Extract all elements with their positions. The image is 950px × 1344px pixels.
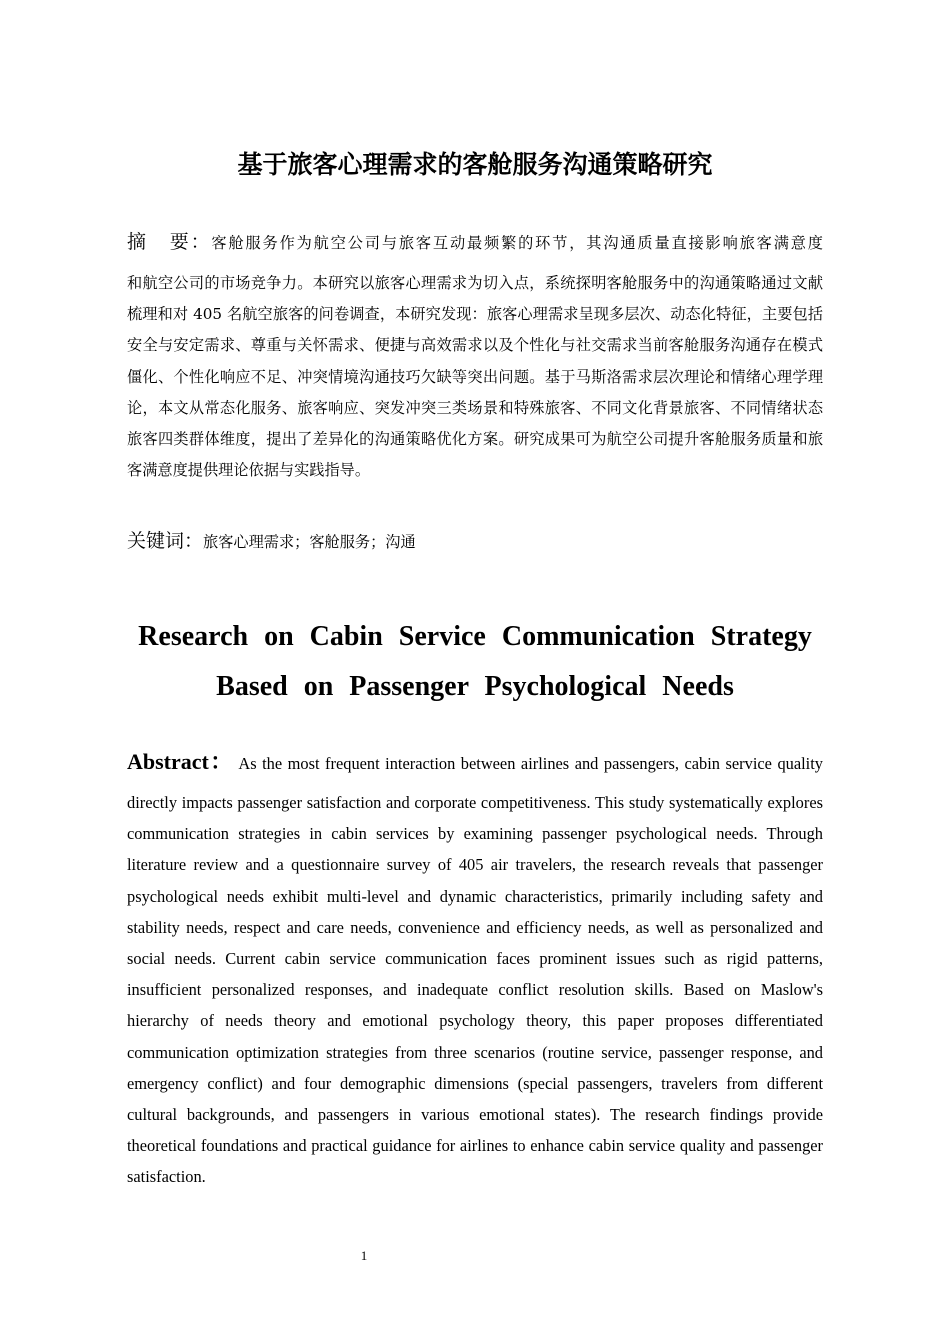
english-abstract — [127, 744, 823, 1193]
chinese-abstract-first-line — [127, 227, 823, 258]
chinese-abstract-first-text: 客舱服务作为航空公司与旅客互动最频繁的环节，其沟通质量直接影响旅客满意度 — [211, 234, 823, 252]
english-abstract-first-text: As the most frequent interaction between airlines and passengers, cabin service quality — [238, 754, 823, 773]
english-title-line-1: Research on Cabin Service Communication Strategy — [138, 621, 812, 652]
english-abstract-first-line — [127, 744, 823, 782]
english-abstract-body: directly impacts passenger satisfaction and corporate competitiveness. This study systematically explores communication strategies in cabin services by examining passenger psychological needs. Through literature review and a questionnaire survey of 405 air travelers, the research reveals that passenger psychological needs exhibit multi-level and dynamic characteristics, primarily including safety and stability needs, respect and care needs, convenience and efficiency needs, as well as personalized and social needs. Current cabin service communication faces prominent issues such as rigid patterns, insufficient personalized responses, and inadequate conflict resolution skills. Based on Maslow's hierarchy of needs theory and emotional psychology theory, this paper proposes differentiated communication optimization strategies from three scenarios (routine service, passenger response, and emergency conflict) and four demographic dimensions (special passengers, travelers from different cultural backgrounds, and passengers in various emotional states). The research findings provide theoretical foundations and practical guidance for airlines to enhance cabin service quality and passenger satisfaction. — [127, 793, 823, 1187]
english-abstract-label: Abstract： — [127, 749, 234, 774]
chinese-title: 基于旅客心理需求的客舱服务沟通策略研究 — [237, 150, 713, 179]
chinese-abstract — [127, 227, 823, 486]
chinese-abstract-label-2: 要： — [167, 231, 212, 253]
page-number: 1 — [360, 1248, 368, 1263]
chinese-keywords-label: 关键词： — [127, 530, 204, 552]
chinese-abstract-label-1: 摘 — [127, 231, 148, 253]
english-title — [127, 612, 823, 712]
english-title-line-2: Based on Passenger Psychological Needs — [216, 671, 734, 702]
chinese-keywords-text: 旅客心理需求；客舱服务；沟通 — [203, 533, 416, 551]
chinese-abstract-body: 和航空公司的市场竞争力。本研究以旅客心理需求为切入点，系统探明客舱服务中的沟通策略通过文献梳理和对 405 名航空旅客的问卷调查，本研究发现：旅客心理需求呈现多层次、动态化特征，主要包括安全与安定需求、尊重与关怀需求、便捷与高效需求以及个性化与社交需求当前客舱服务沟通存在模式僵化、个性化响应不足、冲突情境沟通技巧欠缺等突出问题。基于马斯洛需求层次理论和情绪心理学理论，本文从常态化服务、旅客响应、突发冲突三类场景和特殊旅客、不同文化背景旅客、不同情绪状态旅客四类群体维度，提出了差异化的沟通策略优化方案。研究成果可为航空公司提升客舱服务质量和旅客满意度提供理论依据与实践指导。 — [127, 274, 823, 480]
chinese-keywords — [127, 526, 823, 557]
